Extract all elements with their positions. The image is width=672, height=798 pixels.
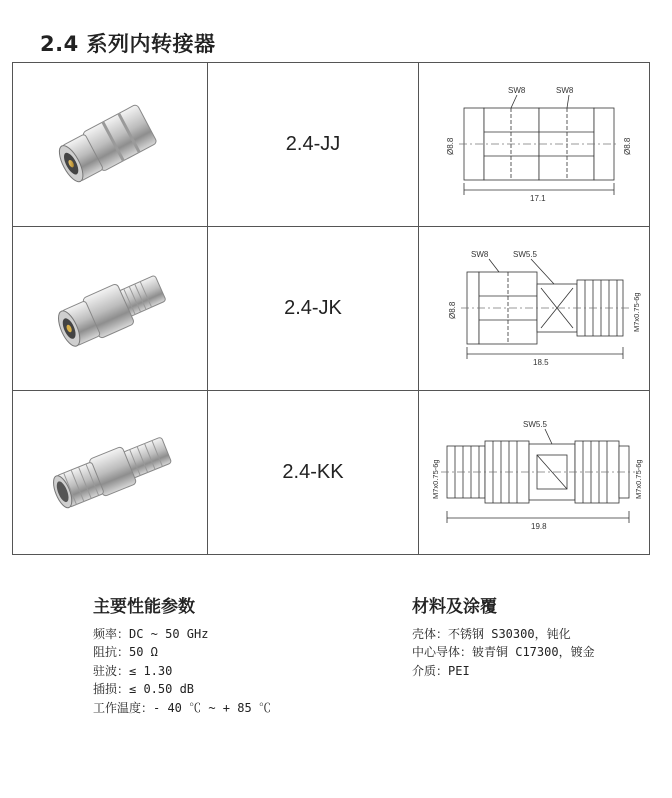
table-row <box>13 391 650 555</box>
model-name: 2.4-JK <box>208 227 419 391</box>
table-row <box>13 63 650 227</box>
materials-heading: 材料及涂覆 <box>412 597 497 617</box>
dim-hex1: SW8 <box>508 86 526 95</box>
drawing-kk <box>419 391 650 555</box>
dim-hex2: SW5.5 <box>513 250 538 259</box>
dim-right-thread: M7x0.75-6g <box>632 292 641 332</box>
dim-left-dia: Ø8.8 <box>446 137 455 155</box>
model-name: 2.4-KK <box>208 391 419 555</box>
dim-length: 17.1 <box>530 194 546 203</box>
material-center-conductor: 中心导体：铍青铜 C17300，镀金 <box>412 645 595 659</box>
product-photo-jk <box>13 227 208 391</box>
product-table <box>12 62 650 555</box>
dim-hex1: SW5.5 <box>523 420 548 429</box>
spec-temperature: 工作温度：- 40 ℃ ~ + 85 ℃ <box>93 700 271 715</box>
product-photo-jj <box>13 63 208 227</box>
table-row <box>13 227 650 391</box>
material-dielectric: 介质：PEI <box>412 663 470 678</box>
drawing-jk <box>419 227 650 391</box>
dim-hex2: SW8 <box>556 86 574 95</box>
model-name: 2.4-JJ <box>208 63 419 227</box>
dim-right-dia: Ø8.8 <box>623 137 632 155</box>
dim-hex1: SW8 <box>471 250 489 259</box>
dim-length: 19.8 <box>531 522 547 531</box>
drawing-jj <box>419 63 650 227</box>
dim-left-thread: M7x0.75-6g <box>431 459 440 499</box>
materials-section <box>412 598 595 680</box>
dim-length: 18.5 <box>533 358 549 367</box>
spec-impedance: 阻抗：50 Ω <box>93 645 158 659</box>
dim-right-thread: M7x0.75-6g <box>634 459 643 499</box>
product-photo-kk <box>13 391 208 555</box>
specs-heading: 主要性能参数 <box>93 597 195 617</box>
specs-section <box>93 598 271 717</box>
material-body: 壳体：不锈钢 S30300，钝化 <box>412 626 571 641</box>
dim-left-dia: Ø8.8 <box>448 301 457 319</box>
spec-vswr: 驻波：≤ 1.30 <box>93 663 173 678</box>
spec-insertion-loss: 插损：≤ 0.50 dB <box>93 682 195 696</box>
page-title: 2.4 系列内转接器 <box>40 32 216 56</box>
spec-frequency: 频率：DC ~ 50 GHz <box>93 626 209 641</box>
